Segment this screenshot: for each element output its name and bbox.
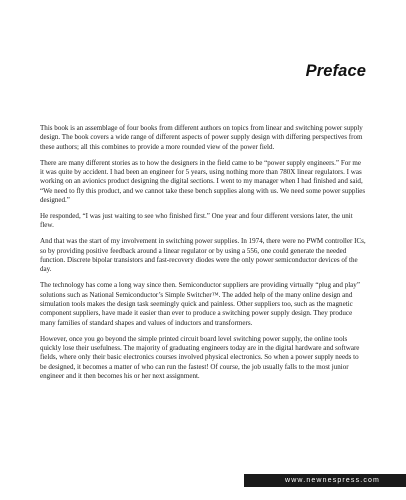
paragraph-3: He responded, “I was just waiting to see who finished first.” One year and four different versions later, the unit flew. xyxy=(40,211,353,230)
publisher-url-footer: www.newnespress.com xyxy=(244,474,406,487)
paragraph-1: This book is an assemblage of four books from different authors on topics from linear and switching power supply design. The book covers a wide range of different aspects of power supply design with differing perspectives from these authors; all this combines to provide a more rounded view of the power field. xyxy=(40,124,363,151)
paragraph-4: And that was the start of my involvement in switching power supplies. In 1974, there were no PWM controller ICs, so by providing positive feedback around a linear regulator or by using a 556, one could generate the needed function. Discrete bipolar transistors and fast-recovery diodes were the only power semiconductor devices of the day. xyxy=(40,237,366,274)
paragraph-2: There are many different stories as to how the designers in the field came to be “power supply engineers.” For me it was quite by accident. I had been an engineer for 5 years, using nothing more than 780X linear regulators. I was working on an avionics product designing the digital sections. I went to my manager when I had finished and said, “We need to fly this product, and we cannot take these bench supplies along with us. We need some power supplies designed.” xyxy=(40,158,366,204)
paragraph-6: However, once you go beyond the simple printed circuit board level switching power supply, the online tools quickly lose their usefulness. The majority of graduating engineers today are in the digital hardware and software fields, where only their basic electronics courses involved physical electronics. So when a power supply needs to be designed, it becomes a matter of who can run the fastest! Of course, the job usually falls to the most junior engineer and it then becomes his or her next assignment. xyxy=(40,334,360,380)
preface-body xyxy=(40,124,366,388)
page-title: Preface xyxy=(305,62,366,80)
paragraph-5: The technology has come a long way since then. Semiconductor suppliers are providing virtually “plug and play” solutions such as National Semiconductor’s Simple Switcher™. The added help of the many online design and simulation tools makes the design task seemingly quick and painless. Other suppliers too, such as the magnetic component suppliers, have made it easier than ever to produce a switching power supply design. They produce many families of standard shapes and values of inductors and transformers. xyxy=(40,281,360,327)
